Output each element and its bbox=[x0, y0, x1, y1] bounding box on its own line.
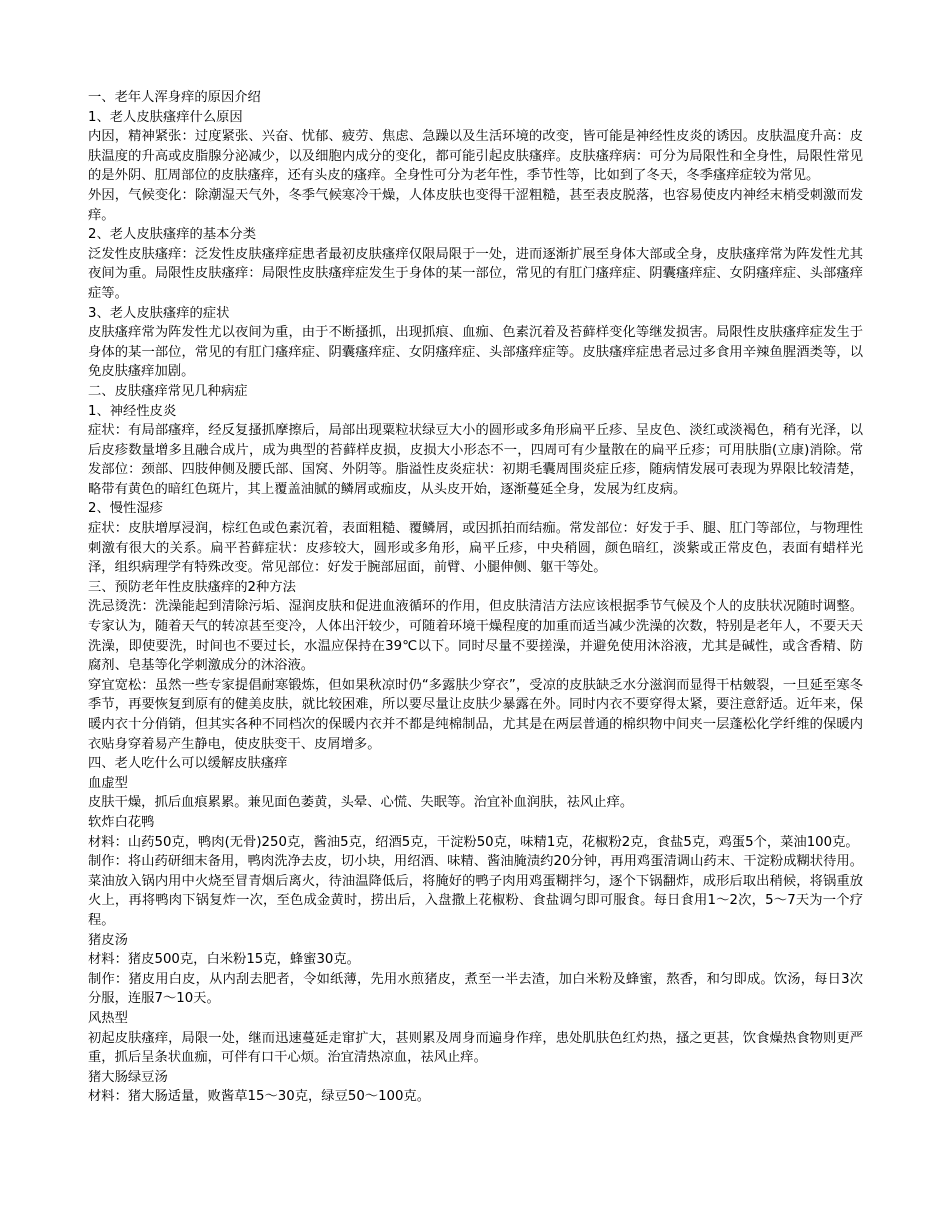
recipe-title-intestine: 猪大肠绿豆汤 bbox=[88, 1069, 168, 1085]
section-heading-2: 二、皮肤瘙痒常见几种病症 bbox=[88, 383, 248, 399]
section-heading-1: 一、老年人浑身痒的原因介绍 bbox=[88, 90, 261, 105]
paragraph-symptoms: 皮肤瘙痒常为阵发性尤以夜间为重，由于不断搔抓，出现抓痕、血痂、色素沉着及苔藓样变化等继发损害。局限性皮肤瘙痒症发生于身体的某一部位，常见的有肛门瘙痒症、阴囊瘙痒症、女阴瘙痒症、头部瘙痒症等。皮肤瘙痒症患者忌过多食用辛辣鱼腥酒类等，以免皮肤瘙痒加剧。 bbox=[88, 325, 863, 380]
paragraph-clothing: 穿宜宽松：虽然一些专家提倡耐寒锻炼，但如果秋凉时仍“多露肤少穿衣”，受凉的皮肤缺乏水分滋润而显得干枯皴裂，一旦延至寒冬季节，再要恢复到原有的健美皮肤，就比较困难，所以要尽量让皮肤少暴露在外。同时内衣不要穿得太紧，要注意舒适。近年来，保暖内衣十分俏销，但其实各种不同档次的保暖内衣并不都是纯棉制品，尤其是在两层普通的棉织物中间夹一层蓬松化学纤维的保暖内衣贴身穿着易产生静电，使皮肤变干、皮屑增多。 bbox=[88, 677, 863, 752]
paragraph-wind-heat: 初起皮肤瘙痒，局限一处，继而迅速蔓延走窜扩大，甚则累及周身而遍身作痒，患处肌肤色红灼热，搔之更甚，饮食燥热食物则更严重，抓后呈条状血痂，可伴有口干心烦。治宜清热凉血，祛风止痒。 bbox=[88, 1030, 863, 1066]
recipe-title-duck: 软炸白花鸭 bbox=[88, 814, 155, 830]
section-heading-3: 三、预防老年性皮肤瘙痒的2种方法 bbox=[88, 579, 296, 595]
paragraph-neurodermatitis: 症状：有局部瘙痒，经反复搔抓摩擦后，局部出现粟粒状绿豆大小的圆形或多角形扁平丘疹、呈皮色、淡红或淡褐色，稍有光泽，以后皮疹数量增多且融合成片，成为典型的苔藓样皮损，皮损大小形态不一，四周可有少量散在的扁平丘疹；可用肤脂(立康)消除。常发部位：颈部、四肢伸侧及腰氏部、国窝、外阴等。脂溢性皮炎症状：初期毛囊周围炎症丘疹，随病情发展可表现为界限比较清楚，略带有黄色的暗红色斑片，其上覆盖油腻的鳞屑或痂皮，从头皮开始，逐渐蔓延全身，发展为红皮病。 bbox=[88, 423, 863, 497]
subheading-2-2: 2、慢性湿疹 bbox=[88, 501, 163, 517]
recipe-pigskin-method: 制作：猪皮用白皮，从内刮去肥者，令如纸薄，先用水煎猪皮，煮至一半去渣，加白米粉及蜂蜜，熬香，和匀即成。饮汤，每日3次分服，连服7～10天。 bbox=[88, 971, 863, 1007]
subheading-blood-deficiency: 血虚型 bbox=[88, 775, 128, 791]
paragraph-internal-causes: 内因，精神紧张：过度紧张、兴奋、忧郁、疲劳、焦虑、急躁以及生活环境的改变，皆可能是神经性皮炎的诱因。皮肤温度升高：皮肤温度的升高或皮脂腺分泌减少，以及细胞内成分的变化，都可能引起皮肤瘙痒。皮肤瘙痒病：可分为局限性和全身性，局限性常见的是外阴、肛周部位的皮肤瘙痒，还有头皮的瘙痒。全身性可分为老年性，季节性等，比如到了冬天，冬季瘙痒症较为常见。 bbox=[88, 129, 863, 184]
recipe-duck-method: 制作：将山药研细末备用，鸭肉洗净去皮，切小块，用绍酒、味精、酱油腌渍约20分钟，再用鸡蛋清调山药末、干淀粉成糊状待用。菜油放入锅内用中火烧至冒青烟后离火，待油温降低后，将腌好的鸭子肉用鸡蛋糊拌匀，逐个下锅翻炸，成形后取出稍候，将锅重放火上，再将鸭肉下锅复炸一次，至色成金黄时，捞出后，入盘撒上花椒粉、食盐调匀即可服食。每日食用1～2次，5～7天为一个疗程。 bbox=[88, 854, 863, 928]
paragraph-external-causes: 外因，气候变化：除潮湿天气外，冬季气候寒冷干燥，人体皮肤也变得干涩粗糙，甚至表皮脱落，也容易使皮内神经末梢受刺激而发痒。 bbox=[88, 187, 863, 223]
subheading-2-1: 1、神经性皮炎 bbox=[88, 403, 177, 419]
subheading-1-1: 1、老人皮肤瘙痒什么原因 bbox=[88, 109, 243, 125]
paragraph-chronic-eczema: 症状：皮肤增厚浸润，棕红色或色素沉着，表面粗糙、覆鳞屑，或因抓拍而结痂。常发部位：好发于手、腿、肛门等部位，与物理性刺激有很大的关系。扁平苔藓症状：皮疹较大，圆形或多角形，扁平丘疹，中央稍圆，颜色暗红，淡紫或正常皮色，表面有蜡样光泽，组织病理学有特殊改变。常见部位：好发于腕部屈面，前臂、小腿伸侧、躯干等处。 bbox=[88, 521, 863, 576]
subheading-wind-heat: 风热型 bbox=[88, 1010, 128, 1026]
document-body bbox=[88, 88, 863, 1107]
subheading-1-2: 2、老人皮肤瘙痒的基本分类 bbox=[88, 227, 257, 243]
recipe-duck-ingredients: 材料：山药50克，鸭肉(无骨)250克，酱油5克，绍酒5克，干淀粉50克，味精1克，花椒粉2克，食盐5克，鸡蛋5个，菜油100克。 bbox=[88, 834, 859, 850]
subheading-1-3: 3、老人皮肤瘙痒的症状 bbox=[88, 305, 230, 321]
recipe-title-pigskin: 猪皮汤 bbox=[88, 932, 128, 948]
recipe-pigskin-ingredients: 材料：猪皮500克，白米粉15克，蜂蜜30克。 bbox=[88, 952, 360, 968]
section-heading-4: 四、老人吃什么可以缓解皮肤瘙痒 bbox=[88, 756, 288, 772]
recipe-intestine-ingredients: 材料：猪大肠适量，败酱草15～30克，绿豆50～100克。 bbox=[88, 1089, 431, 1105]
paragraph-blood-deficiency: 皮肤干燥，抓后血痕累累。兼见面色萎黄，头晕、心慌、失眠等。治宜补血润肤，祛风止痒。 bbox=[88, 795, 634, 811]
paragraph-classification: 泛发性皮肤瘙痒：泛发性皮肤瘙痒症患者最初皮肤瘙痒仅限局限于一处，进而逐渐扩展至身体大部或全身，皮肤瘙痒常为阵发性尤其夜间为重。局限性皮肤瘙痒：局限性皮肤瘙痒症发生于身体的某一部位，常见的有肛门瘙痒症、阴囊瘙痒症、女阴瘙痒症、头部瘙痒症等。 bbox=[88, 246, 863, 301]
paragraph-bathing: 洗忌烫洗：洗澡能起到清除污垢、湿润皮肤和促进血液循环的作用，但皮肤清洁方法应该根据季节气候及个人的皮肤状况随时调整。专家认为，随着天气的转凉甚至变冷，人体出汗较少，可随着环境干燥程度的加重而适当减少洗澡的次数，特别是老年人，不要天天洗澡，即使要洗，时间也不要过长，水温应保持在39℃以下。同时尽量不要搓澡，并避免使用沐浴液，尤其是碱性，或含香精、防腐剂、皂基等化学刺激成分的沐浴液。 bbox=[88, 599, 863, 674]
